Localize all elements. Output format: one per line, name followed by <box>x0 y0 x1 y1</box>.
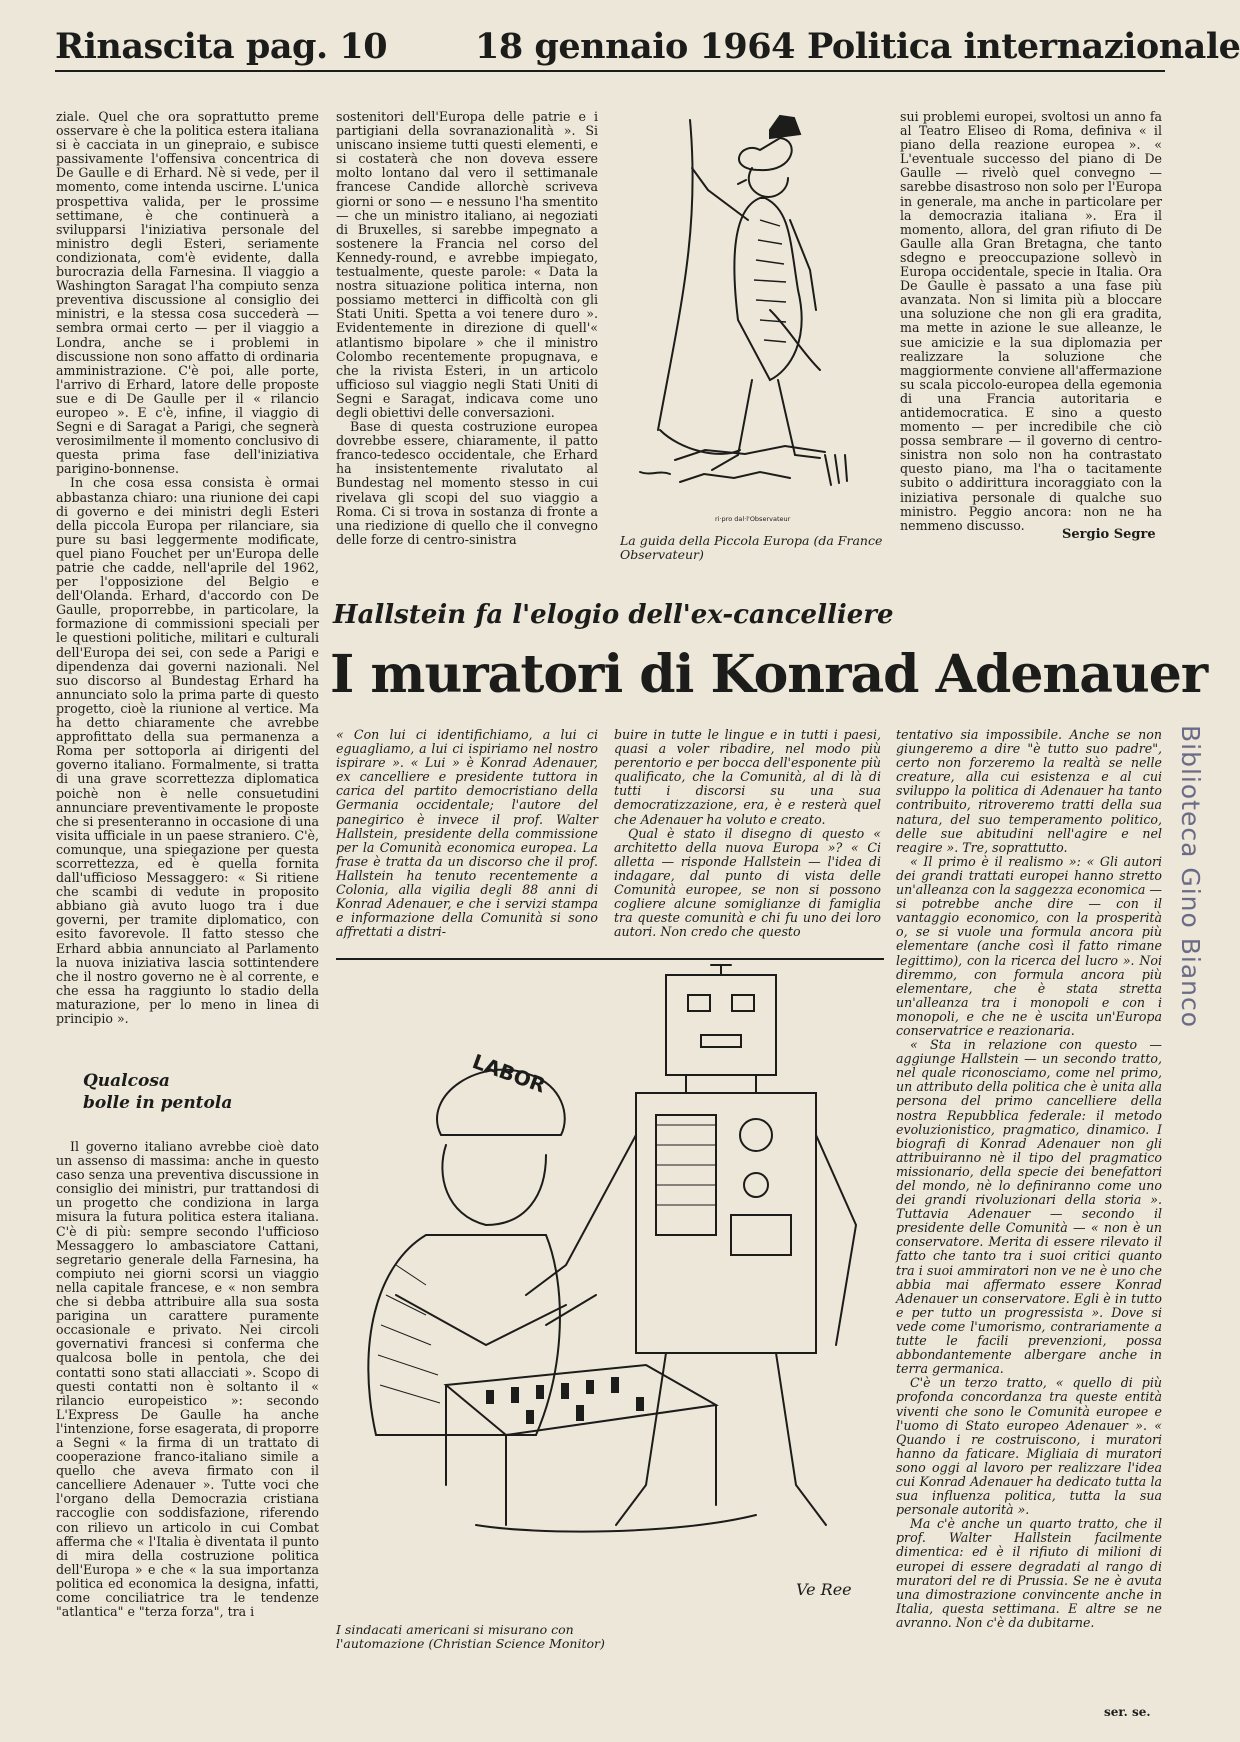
cartoon-signature: Ve Ree <box>796 1580 852 1599</box>
kicker: Hallstein fa l'elogio dell'ex-cancelliere <box>333 600 894 630</box>
paragraph: Ma c'è anche un quarto tratto, che il prof. Walter Hallstein facilmente dimentica: ed è il rifiuto di milioni di europei di essere degradati al rango di muratori del re di Prussia. Se ne è avuta una dimostrazione convincente anche in Italia, questa settimana. E altre se ne avranno. Non c'è da dubitarne. <box>896 1516 1162 1630</box>
cartoon-credit: ri·pro dal·l'Observateur <box>715 515 791 523</box>
signature: ser. se. <box>1104 1705 1151 1719</box>
column-3-top <box>900 109 1162 533</box>
cartoon-piccola-europa <box>620 110 882 528</box>
paragraph: Qual è stato il disegno di questo « architetto della nuova Europa »? « Ci alletta — risponde Hallstein — l'idea di indagare, dal punto di vista delle Comunità europee, se non si possono cogliere alcune somiglianze di famiglia tra queste comunità e chi fu uno dei loro autori. Non credo che questo <box>614 825 881 940</box>
paragraph: Il governo italiano avrebbe cioè dato un assenso di massima: anche in questo caso senza una preventiva discussione in consiglio dei ministri, pur trattandosi di un progetto che condiziona in larga misura la futura politica estera italiana. C'è di più: sempre secondo l'ufficioso Messaggero lo ambasciatore Cattani, segretario generale della Farnesina, ha compiuto nei giorni scorsi un viaggio nella capitale francese, e « non sembra che si debba attribuire alla sua sosta parigina un carattere puramente occasionale e privato. Nei circoli governativi francesi si conferma che qualcosa bolle in pentola, che dei contatti sono stati allacciati ». Scopo di questi contatti non è soltanto il « rilancio europeistico »: secondo L'Express De Gaulle ha anche l'intenzione, forse esagerata, di proporre a Segni « la firma di un trattato di cooperazione franco-italiano simile a quello che aveva firmato con il cancelliere Adenauer ». Tutte voci che l'organo della Democrazia cristiana raccoglie con soddisfazione, riferendo con rilievo un articolo in cui Combat afferma che « l'Italia è diventata il punto di mira della costruzione politica dell'Europa » e che « la sua importanza politica ed economica la designa, infatti, come conciliatrice tra le tendenze "atlantica" e "terza forza", tra i <box>56 1139 319 1620</box>
column-2-top <box>336 110 598 560</box>
section-title: Politica internazionale <box>807 26 1240 67</box>
column-1-bottom <box>56 1140 319 1695</box>
paragraph: sostenitori dell'Europa delle patrie e i partigiani della sovranazionalità ». Si uniscano insieme tutti questi elementi, e si costaterà che non doveva essere molto lontano dal vero il settimanale francese Candide allorchè scriveva giorni or sono — e nessuno l'ha smentito — che un ministro italiano, ai negoziati di Bruxelles, si sarebbe impegnato a sostenere la Francia nel corso del Kennedy-round, e avrebbe impiegato, testualmente, queste parole: « Data la nostra situazione politica interna, non possiamo metterci in difficoltà con gli Stati Uniti. Spetta a voi tenere duro ». Evidentemente in direzione di quell'« atlantismo bipolare » che il ministro Colombo recentemente propugnava, e che la rivista Esteri, in un articolo ufficioso sul viaggio negli Stati Uniti di Segni e Saragat, indicava come uno degli obiettivi delle conversazioni. <box>336 109 598 420</box>
page-header <box>55 14 1240 76</box>
paragraph: ziale. Quel che ora soprattutto preme osservare è che la politica estera italiana si è cacciata in un ginepraio, e subisce passivamente l'offensiva concentrica di De Gaulle e di Erhard. Nè si vede, per il momento, come intenda uscirne. L'unica prospettiva valida, per le prossime settimane, è che continuerà a svilupparsi l'iniziativa personale del ministro degli Esteri, seriamente condizionata, com'è evidente, dalla burocrazia della Farnesina. Il viaggio a Washington Saragat l'ha compiuto senza preventiva discussione al consiglio dei ministri, e la stessa cosa succederà — sembra ormai certo — per il viaggio a Londra, anche se i problemi in discussione non sono affatto di ordinaria amministrazione. C'è poi, alle porte, l'arrivo di Erhard, latore delle proposte sue e di De Gaulle per il « rilancio europeo ». E c'è, infine, il viaggio di Segni e di Saragat a Parigi, che segnerà verosimilmente il momento conclusivo di questa prima fase dell'iniziativa parigino-bonnense. <box>56 109 319 477</box>
paragraph: buire in tutte le lingue e in tutti i paesi, quasi a voler ribadire, nel modo più perentorio e per bocca dell'esponente più qualificato, che la Comunità, al di là di tutti i discorsi su una sua democratizzazione, era, è e resterà quel che Adenauer ha voluto e creato. <box>614 727 881 827</box>
header-rule <box>55 70 1165 72</box>
paragraph: « Sta in relazione con questo — aggiunge Hallstein — un secondo tratto, nel quale riconosciamo, come nel primo, un attributo della politica che è unita alla persona del primo cancelliere della nostra Repubblica federale: il metodo evoluzionistico, pragmatico, dinamico. I biografi di Konrad Adenauer non gli attribuiranno nè il tipo del pragmatico missionario, della specie dei benefattori del mondo, nè lo definiranno come uno dei grandi rivoluzionari della storia ». Tuttavia Adenauer — secondo il presidente delle Comunità — « non è un conservatore. Merita di essere rilevato il fatto che tanto tra i suoi critici quanto tra i suoi ammiratori non ve ne è uno che abbia mai affermato essere Konrad Adenauer un conservatore. Egli è in tutto e per tutto un progressista ». Dove si vede come l'umorismo, contrariamente a tutte le facili prevenzioni, possa abbondantemente albergare anche in terra germanica. <box>896 1037 1162 1377</box>
paragraph: C'è un terzo tratto, « quello di più profonda concordanza tra queste entità viventi che sono le Comunità europee e l'uomo di Stato europeo Adenauer ». « Quando i re costruiscono, i muratori hanno da faticare. Migliaia di muratori sono oggi al lavoro per realizzare l'idea cui Konrad Adenauer ha dedicato tutta la sua influenza politica, tutta la sua personale autorità ». <box>896 1375 1162 1518</box>
article-2-column-c <box>896 728 1162 1660</box>
cartoon-label: LABOR <box>469 1049 549 1098</box>
paragraph: « Il primo è il realismo »: « Gli autori dei grandi trattati europei hanno stretto un'alleanza con la saggezza economica — si potrebbe anche dire — con il vantaggio economico, con la prosperità o, se si vuole una formula ancora più elementare (anche così il fatto rimane legittimo), con la ricerca del lucro ». Noi diremmo, con formula ancora più elementare, che è stata stretta un'alleanza tra i monopoli e con i monopoli, e che ne è uscita un'Europa conservatrice e reazionaria. <box>896 853 1162 1038</box>
cartoon-caption: La guida della Piccola Europa (da France Observateur) <box>620 533 883 562</box>
library-watermark: Biblioteca Gino Bianco <box>1176 725 1205 1029</box>
publication-name: Rinascita pag. 10 <box>55 26 388 67</box>
divider <box>336 958 884 960</box>
headline: I muratori di Konrad Adenauer <box>330 644 1208 705</box>
subhead-line: bolle in pentola <box>83 1093 233 1113</box>
subhead-line: Qualcosa <box>83 1071 170 1091</box>
column-1-top <box>56 110 319 1043</box>
cartoon-automazione <box>336 965 884 1610</box>
issue-date: 18 gennaio 1964 <box>475 26 795 67</box>
paragraph: sui problemi europei, svoltosi un anno fa al Teatro Eliseo di Roma, definiva « il piano della reazione europea ». « L'eventuale successo del piano di De Gaulle — rivelò quel convegno — sarebbe disastroso non solo per l'Europa in generale, ma anche in particolare per la democrazia italiana ». Era il momento, allora, del gran rifiuto di De Gaulle alla Gran Bretagna, che tanto sdegno e preoccupazione sollevò in Europa occidentale, specie in Italia. Ora De Gaulle è passato a una fase più avanzata. Non si limita più a bloccare una soluzione che non gli era gradita, ma mette in azione le sue alleanze, le sue amicizie e la sua diplomazia per realizzare la soluzione che maggiormente conviene all'affermazione su scala piccolo-europea della egemonia di una Francia autoritaria e antidemocratica. E sino a questo momento — per incredibile che ciò possa sembrare — il governo di centro-sinistra non solo non ha contrastato questo piano, ma l'ha o tacitamente subito o addirittura incoraggiato con la iniziativa personale di qualche suo ministro. Peggio ancora: non ne ha nemmeno discusso. <box>900 109 1162 533</box>
subhead <box>83 1070 232 1114</box>
article-2-column-a <box>336 728 598 950</box>
paragraph: « Con lui ci identifichiamo, a lui ci eguagliamo, a lui ci ispiriamo nel nostro ispirare ». « Lui » è Konrad Adenauer, ex cancelliere e presidente tuttora in carica del partito democristiano della Germania occidentale; l'autore del panegirico è invece il prof. Walter Hallstein, presidente della commissione per la Comunità economica europea. La frase è tratta da un discorso che il prof. Hallstein ha tenuto recentemente a Colonia, alla vigilia degli 88 anni di Konrad Adenauer, e che i servizi stampa e informazione della Comunità si sono affrettati a distri- <box>336 727 598 940</box>
paragraph: tentativo sia impossibile. Anche se non giungeremo a dire "è tutto suo padre", certo non forzeremo la realtà se nelle creature, alla cui esistenza e al cui sviluppo la politica di Adenauer ha tanto contribuito, ritroveremo tratti della sua natura, del suo temperamento politico, delle sue abitudini nell'agire e nel reagire ». Tre, soprattutto. <box>896 727 1162 855</box>
paragraph: In che cosa essa consista è ormai abbastanza chiaro: una riunione dei capi di governo e dei ministri degli Esteri della piccola Europa per rilanciare, sia pure su basi leggermente modificate, quel piano Fouchet per un'Europa delle patrie che cadde, nell'aprile del 1962, per l'opposizione del Belgio e dell'Olanda. Erhard, d'accordo con De Gaulle, proporrebbe, in particolare, la formazione di commissioni speciali per le questioni politiche, militari e culturali dell'Europa dei sei, con sede a Parigi e dipendenza dai governi nazionali. Nel suo discorso al Bundestag Erhard ha annunciato solo la prima parte di questo progetto, cioè la riunione al vertice. Ma ha detto chiaramente che avrebbe approfittato della sua permanenza a Roma per sottoporla ai dirigenti del governo italiano. Formalmente, si tratta di una grave scorrettezza diplomatica poichè non è nelle consuetudini annunciare preventivamente le proposte che si presenteranno in occasione di una visita ufficiale in un paese straniero. C'è, comunque, una spiegazione per questa scorrettezza, ed è quella fornita dall'ufficioso Messaggero: « Si ritiene che scambi di vedute in proposito abbiano già avuto luogo tra i due governi, per tramite diplomatico, con esito favorevole. Il fatto stesso che Erhard abbia annunciato al Parlamento la nuova iniziativa lascia sottintendere che il nostro governo ne è al corrente, e che essa ha raggiunto lo stadio della maturazione, per lo meno in linea di principio ». <box>56 475 319 1026</box>
paragraph: Base di questa costruzione europea dovrebbe essere, chiaramente, il patto franco-tedesco occidentale, che Erhard ha insistentemente rivalutato al Bundestag nel momento stesso in cui rivelava gli scopi del suo viaggio a Roma. Ci si trova in sostanza di fronte a una riedizione di quello che il convegno delle forze di centro-sinistra <box>336 419 598 547</box>
signature: Sergio Segre <box>1062 527 1156 542</box>
cartoon-caption: I sindacati americani si misurano con l'automazione (Christian Science Monitor) <box>336 1622 605 1651</box>
article-2-column-b <box>614 728 881 950</box>
